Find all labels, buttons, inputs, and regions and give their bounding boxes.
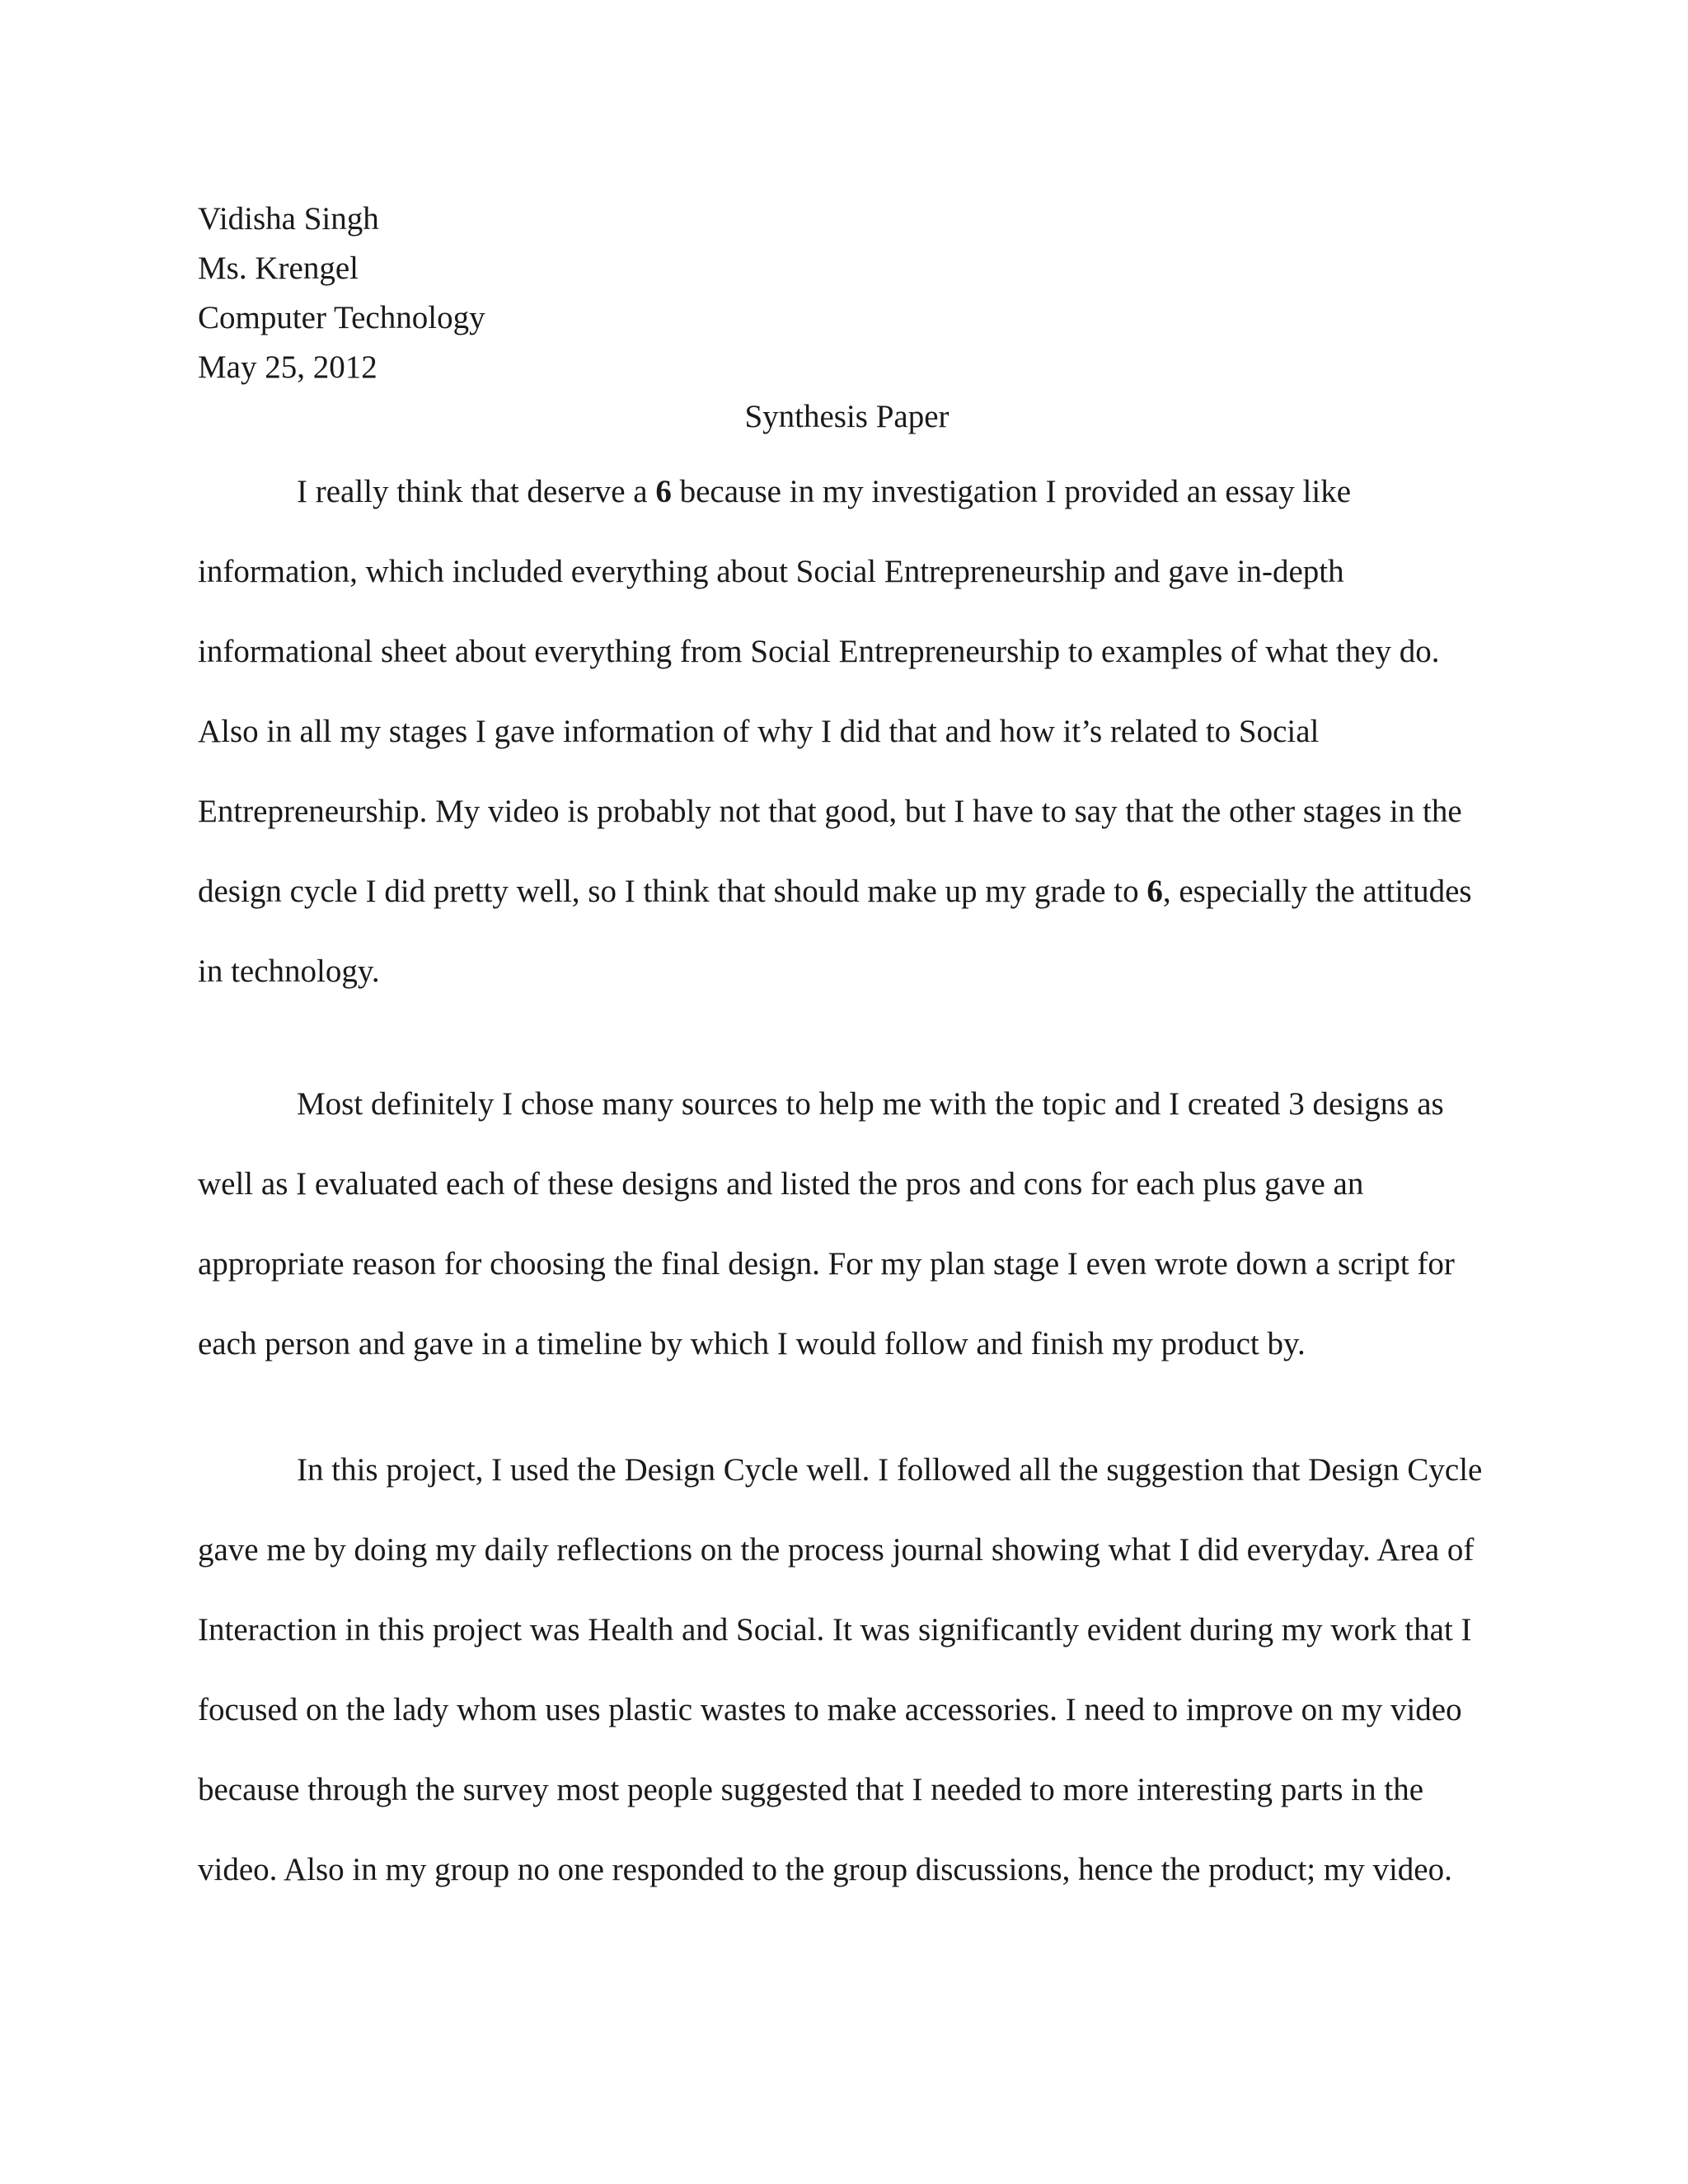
author-name: Vidisha Singh [198, 201, 379, 237]
document-date: May 25, 2012 [198, 349, 377, 385]
document-body [198, 194, 1496, 1910]
paragraph-1-text-c: , especially the attitudes in technology. [198, 874, 1472, 989]
paragraph-1 [198, 452, 1496, 1011]
paragraph-2: Most definitely I chose many sources to help me with the topic and I created 3 designs as well as I evaluated each of these designs and listed the pros and cons for each plus gave an appropriate reason for choosing the final design. For my plan stage I even wrote down a script for each person and gave in a timeline by which I would follow and finish my product by. [198, 1086, 1455, 1361]
paragraph-3: In this project, I used the Design Cycle well. I followed all the suggestion that Design Cycle gave me by doing my daily reflections on the process journal showing what I did everyday. Area of Interaction in this project was Health and Social. It was significantly evident during my work that I focused on the lady whom uses plastic wastes to make accessories. I need to improve on my video because through the survey most people suggested that I needed to more interesting parts in the video. Also in my group no one responded to the group discussions, hence the product; my video. [198, 1452, 1483, 1887]
paragraph-1-text-a: I really think that deserve a [297, 474, 656, 509]
course-name: Computer Technology [198, 300, 485, 335]
grade-value: 6 [1146, 874, 1163, 909]
document-header [198, 194, 1496, 392]
teacher-name: Ms. Krengel [198, 251, 359, 286]
document-title: Synthesis Paper [744, 399, 950, 434]
paragraph-1-text-b: because in my investigation I provided an essay like information, which included everything about Social Entrepreneurship and gave in-depth informational sheet about everything from Social Entrepreneurship to examples of what they do. Also in all my stages I gave information of why I did that and how it’s related to Social Entrepreneurship. My video is probably not that good, but I have to say that the other stages in the design cycle I did pretty well, so I think that should make up my grade to [198, 474, 1462, 909]
grade-value: 6 [655, 474, 672, 509]
